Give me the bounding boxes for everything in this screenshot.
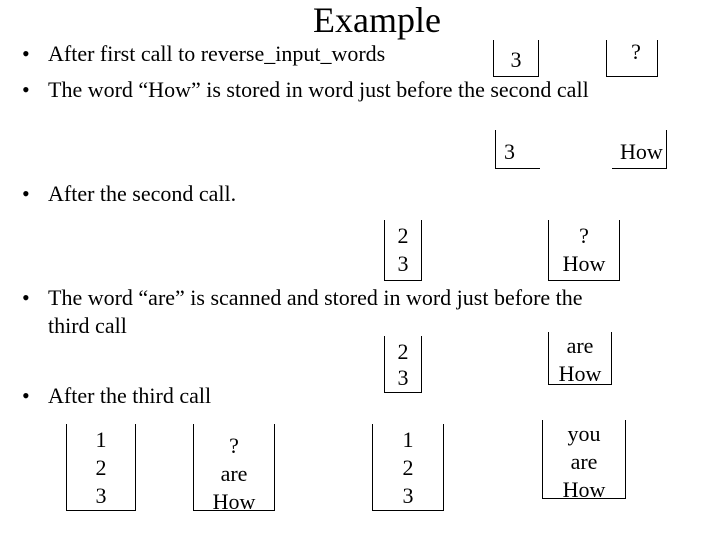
bullet-dot: • — [22, 383, 30, 408]
stack-value: 2 — [397, 339, 409, 364]
stack-box-third-call-d — [542, 420, 626, 502]
stack-box-after-second-left — [384, 220, 422, 281]
bullet-2 — [22, 76, 589, 104]
stack-value: 3 — [95, 483, 107, 508]
stack-box-before-second-right — [612, 130, 667, 169]
bullet-3 — [22, 180, 236, 208]
bullet-2-text: The word “How” is stored in word just before the second call — [48, 77, 589, 102]
stack-box-before-third-left — [384, 336, 422, 393]
bullet-5 — [22, 382, 211, 410]
stack-value: are — [570, 449, 598, 474]
slide-title: Example — [313, 0, 441, 40]
stack-value: How — [212, 489, 256, 514]
stack-value: 3 — [402, 483, 414, 508]
stack-value: 2 — [95, 455, 107, 480]
stack-value: 3 — [397, 251, 409, 276]
bullet-4-text: The word “are” is scanned and stored in word just before the — [48, 285, 583, 310]
bullet-4-continuation: third call — [48, 313, 127, 338]
stack-value: ? — [229, 433, 239, 458]
bullet-1 — [22, 40, 385, 68]
bullet-dot: • — [22, 41, 30, 66]
stack-value: 2 — [402, 455, 414, 480]
stack-box-third-call-c — [372, 424, 444, 511]
bullet-dot: • — [22, 181, 30, 206]
stack-value: 3 — [397, 365, 409, 390]
stack-value: How — [620, 139, 663, 164]
stack-value: 1 — [402, 427, 414, 452]
stack-box-after-second-right — [548, 220, 620, 281]
stack-value: 2 — [397, 223, 409, 248]
stack-value: How — [562, 477, 606, 502]
stack-box-first-call-right — [606, 40, 658, 77]
stack-value: How — [558, 361, 602, 386]
stack-value: ? — [579, 223, 589, 248]
stack-value: are — [566, 333, 594, 358]
stack-value: are — [220, 461, 248, 486]
stack-box-before-third-right — [548, 332, 612, 385]
stack-box-before-second-left — [495, 130, 540, 169]
bullet-dot: • — [22, 285, 30, 310]
stack-value: 3 — [510, 47, 522, 72]
stack-box-first-call-left — [493, 40, 539, 77]
stack-value: 1 — [95, 427, 107, 452]
stack-value: 3 — [504, 139, 515, 164]
stack-value: How — [562, 251, 606, 276]
stack-box-third-call-b — [193, 424, 275, 514]
stack-box-third-call-a — [66, 424, 136, 511]
bullet-5-text: After the third call — [48, 383, 212, 408]
bullet-3-text: After the second call. — [48, 181, 237, 206]
bullet-1-text: After first call to reverse_input_words — [48, 41, 386, 66]
bullet-dot: • — [22, 77, 30, 102]
stack-value: ? — [631, 39, 641, 64]
bullet-4 — [22, 284, 583, 312]
stack-value: you — [567, 421, 601, 446]
